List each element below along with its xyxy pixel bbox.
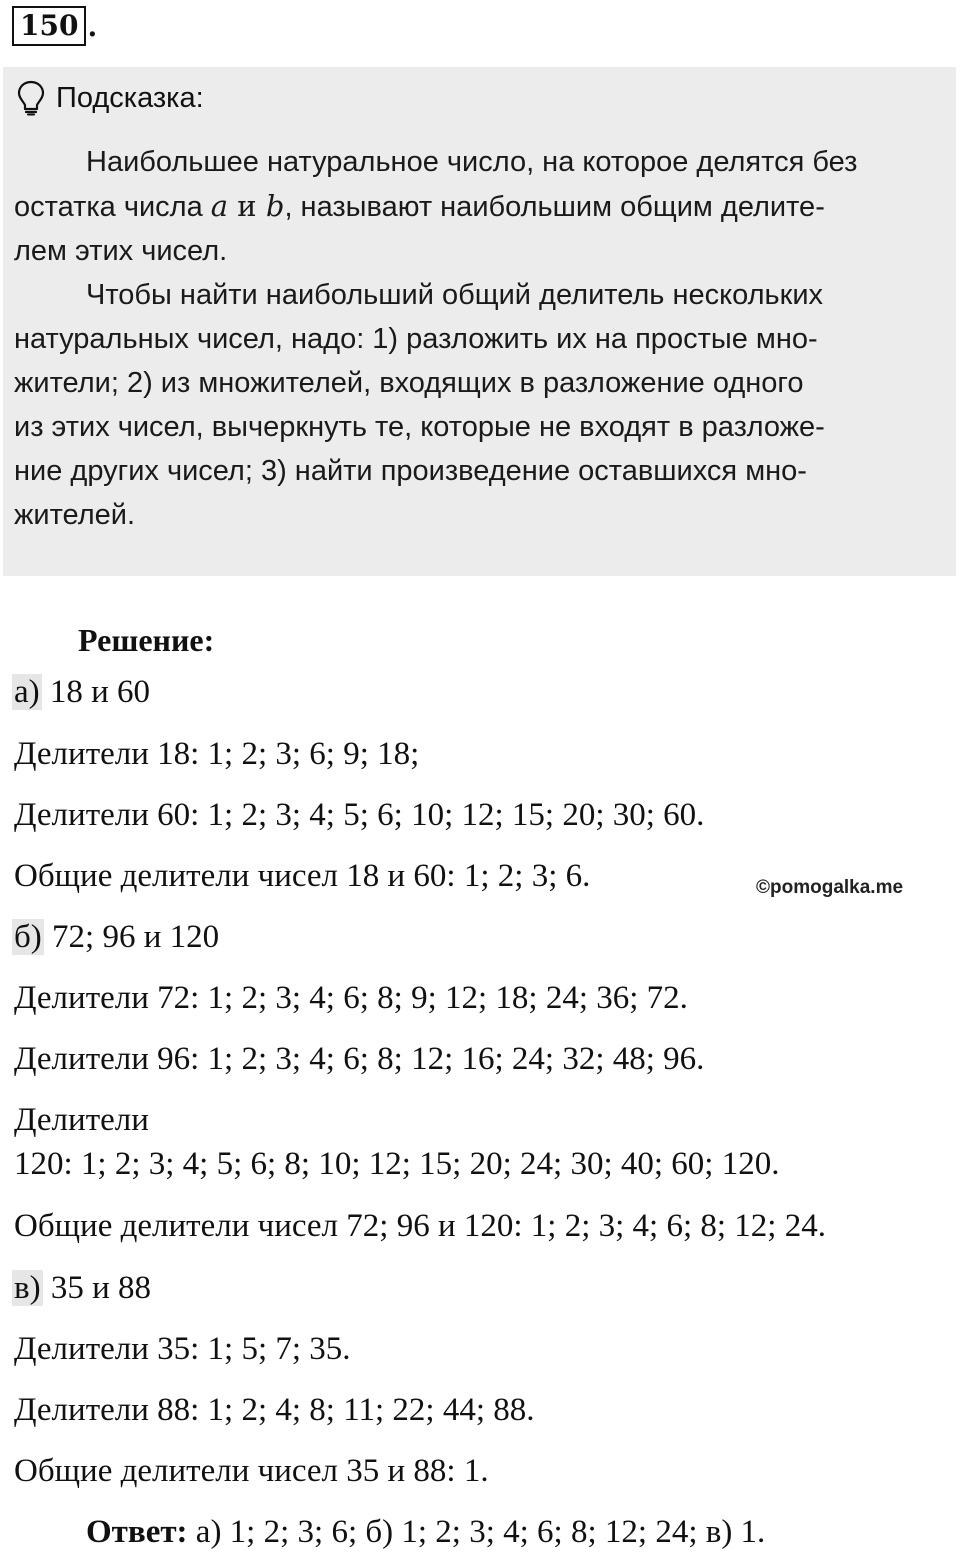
part-b-label: б) <box>14 919 42 955</box>
hint-p2-line1: Чтобы найти наибольший общий делитель нескольких <box>86 279 824 311</box>
hint-p1-line3: лем этих чисел. <box>14 235 228 267</box>
hint-p2-line3: жители; 2) из множителей, входящих в разложение одного <box>14 367 804 399</box>
hint-title <box>16 80 204 116</box>
hint-p1-line2-end: , называют наибольшим общим делите- <box>284 191 825 223</box>
variable-a: a <box>210 189 229 223</box>
hint-p1-line2-start: остатка числа <box>14 191 211 223</box>
answer-text: а) 1; 2; 3; 6; б) 1; 2; 3; 4; 6; 8; 12; 24; в) 1. <box>187 1514 766 1550</box>
answer <box>86 1514 765 1551</box>
part-a-divisors-60: Делители 60: 1; 2; 3; 4; 5; 6; 10; 12; 15; 20; 30; 60. <box>14 797 705 833</box>
solution-title: Решение: <box>78 622 215 658</box>
task-number-box: 150 <box>12 6 86 46</box>
task-number-dot: . <box>87 9 98 43</box>
lightbulb-icon <box>16 80 46 116</box>
part-c-divisors-88: Делители 88: 1; 2; 4; 8; 11; 22; 44; 88. <box>14 1392 535 1428</box>
part-b-header <box>14 919 219 956</box>
hint-p1-line2 <box>14 184 934 229</box>
hint-p2-line6: жителей. <box>14 499 136 531</box>
part-b-numbers: 72; 96 и 120 <box>43 919 220 955</box>
part-b-divisors-120: 120: 1; 2; 3; 4; 5; 6; 8; 10; 12; 15; 20; 24; 30; 40; 60; 120. <box>14 1146 780 1182</box>
hint-title-text: Подсказка: <box>56 81 204 114</box>
part-a-common: Общие делители чисел 18 и 60: 1; 2; 3; 6. <box>14 858 591 894</box>
part-a-numbers: 18 и 60 <box>41 674 151 710</box>
part-c-common: Общие делители чисел 35 и 88: 1. <box>14 1453 489 1489</box>
answer-label: Ответ: <box>86 1514 188 1550</box>
hint-p2-line2: натуральных чисел, надо: 1) разложить их на простые мно- <box>14 323 818 355</box>
part-a-header <box>14 674 150 711</box>
part-b-divisors-72: Делители 72: 1; 2; 3; 4; 6; 8; 9; 12; 18; 24; 36; 72. <box>14 980 688 1016</box>
part-b-divisors-120-label: Делители <box>14 1102 149 1138</box>
hint-p1-line1: Наибольшее натуральное число, на которое делятся без <box>86 146 858 178</box>
task-number <box>12 6 97 46</box>
part-a-divisors-18: Делители 18: 1; 2; 3; 6; 9; 18; <box>14 736 420 772</box>
part-a-label: а) <box>14 674 40 710</box>
hint-and: и <box>228 189 266 223</box>
part-b-divisors-96: Делители 96: 1; 2; 3; 4; 6; 8; 12; 16; 24; 32; 48; 96. <box>14 1041 705 1077</box>
part-c-numbers: 35 и 88 <box>42 1270 151 1306</box>
part-c-divisors-35: Делители 35: 1; 5; 7; 35. <box>14 1331 351 1367</box>
variable-b: b <box>265 189 285 223</box>
part-b-common: Общие делители чисел 72; 96 и 120: 1; 2; 3; 4; 6; 8; 12; 24. <box>14 1208 826 1244</box>
part-c-header <box>14 1270 151 1307</box>
part-c-label: в) <box>14 1270 41 1306</box>
hint-text <box>14 140 934 537</box>
watermark: ©pomogalka.me <box>756 877 904 898</box>
hint-p2-line4: из этих чисел, вычеркнуть те, которые не входят в разложе- <box>14 411 825 443</box>
hint-p2-line5: ние других чисел; 3) найти произведение оставшихся мно- <box>14 455 807 487</box>
